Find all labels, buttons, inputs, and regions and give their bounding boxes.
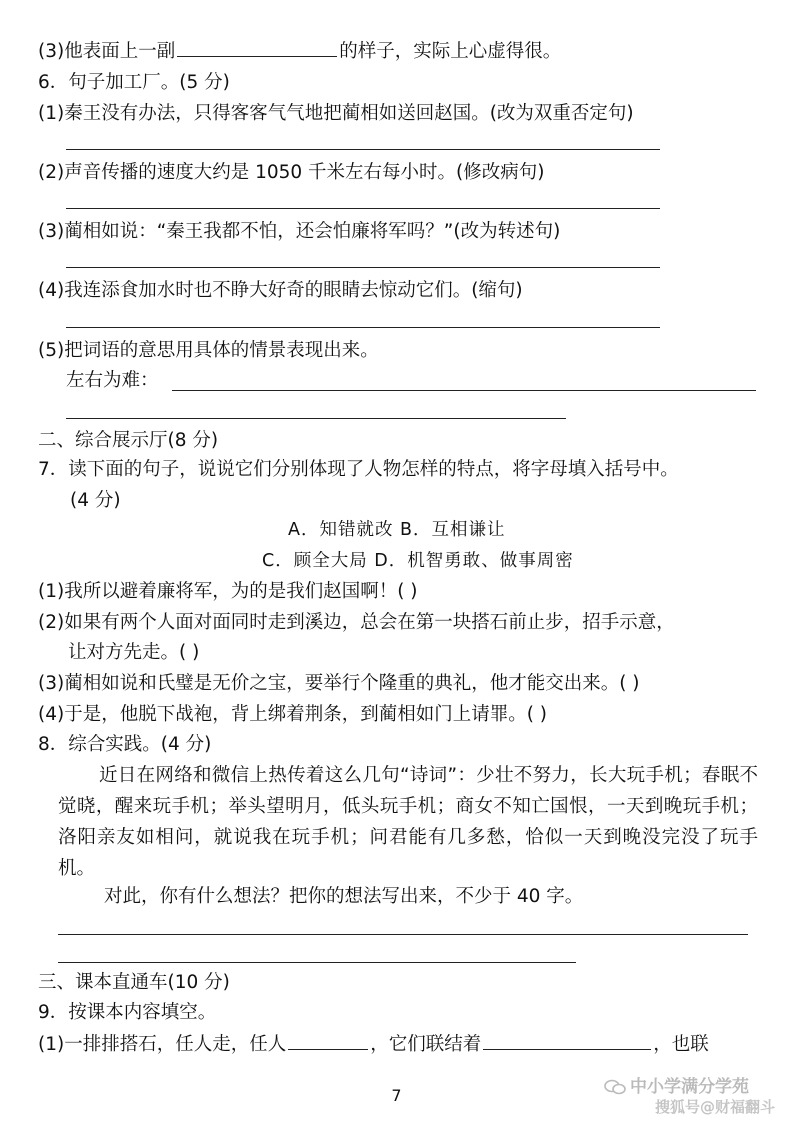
q9-item-1-text-c: ，也联: [653, 1034, 709, 1055]
q9-item-1-text-a: (1)一排排搭石，任人走，任人: [38, 1034, 287, 1055]
q8-answer-line-2[interactable]: [58, 962, 576, 963]
watermark-source: 搜狐号@财福翻斗: [655, 1098, 776, 1116]
q6-title: 6．句子加工厂。(5 分): [38, 72, 230, 93]
q6-item-5-answer-line-1[interactable]: [172, 390, 756, 391]
q7-item-4: (4)于是，他脱下战袍，背上绑着荆条，到蔺相如门上请罪。( ): [38, 704, 548, 725]
q5-item-3-text-after: 的样子，实际上心虚得很。: [339, 41, 562, 62]
q7-item-3: (3)蔺相如说和氏璧是无价之宝，要举行个隆重的典礼，他才能交出来。( ): [38, 673, 640, 694]
q6-item-1-answer-line[interactable]: [66, 149, 660, 150]
q7-options-row-2: C．顾全大局 D．机智勇敢、做事周密: [262, 551, 574, 571]
q9-item-1-text-b: ，它们联结着: [370, 1034, 482, 1055]
q9-title: 9．按课本内容填空。: [38, 1002, 217, 1023]
q8-paragraph: 近日在网络和微信上热传着这么几句“诗词”：少壮不努力，长大玩手机；春眠不觉晓，醒来玩手机；举头望明月，低头玩手机；商女不知亡国恨，一天到晚玩手机；洛阳亲友如相问，就说我在玩手机；问君能有几多愁，恰似一天到晚没完没了玩手机。: [58, 765, 758, 879]
q7-score: (4 分): [70, 490, 121, 511]
q6-item-4-answer-line[interactable]: [66, 327, 660, 328]
q6-item-5-answer-line-2[interactable]: [66, 418, 566, 419]
page-number: 7: [391, 1086, 402, 1105]
q6-item-3-answer-line[interactable]: [66, 267, 660, 268]
q6-item-2: (2)声音传播的速度大约是 1050 千米左右每小时。(修改病句): [38, 162, 545, 183]
q9-item-1-blank-1[interactable]: [288, 1031, 368, 1050]
q7-item-2-continued: 让对方先走。( ): [68, 642, 200, 663]
q7-item-2: (2)如果有两个人面对面同时走到溪边，总会在第一块搭石前止步，招手示意，: [38, 612, 675, 633]
wechat-icon: [604, 1079, 626, 1095]
section-3-title: 三、课本直通车(10 分): [38, 972, 230, 993]
q5-item-3-blank[interactable]: [177, 38, 337, 57]
q5-item-3-text-before: (3)他表面上一副: [38, 41, 176, 62]
q7-title: 7．读下面的句子，说说它们分别体现了人物怎样的特点，将字母填入括号中。: [38, 459, 679, 480]
section-2-title: 二、综合展示厅(8 分): [38, 430, 219, 451]
watermark-title: [604, 1072, 749, 1097]
q6-item-5-word: 左右为难：: [66, 370, 159, 391]
q6-item-2-answer-line[interactable]: [66, 208, 660, 209]
q7-item-1: (1)我所以避着廉将军，为的是我们赵国啊！( ): [38, 581, 418, 602]
q6-item-5: (5)把词语的意思用具体的情景表现出来。: [38, 340, 379, 361]
q6-item-4: (4)我连添食加水时也不睁大好奇的眼睛去惊动它们。(缩句): [38, 280, 523, 301]
q9-item-1: [38, 1031, 763, 1058]
q5-item-3: [38, 38, 763, 65]
q6-item-1: (1)秦王没有办法，只得客客气气地把蔺相如送回赵国。(改为双重否定句): [38, 103, 634, 124]
q6-item-3: (3)蔺相如说：“秦王我都不怕，还会怕廉将军吗？”(改为转述句): [38, 221, 561, 242]
watermark-title-text: 中小学满分学苑: [630, 1077, 749, 1097]
q8-answer-line-1[interactable]: [58, 934, 748, 935]
q7-options-row-1: A．知错就改 B．互相谦让: [288, 520, 506, 540]
q8-prompt: 对此，你有什么想法？把你的想法写出来，不少于 40 字。: [104, 886, 584, 907]
q9-item-1-blank-2[interactable]: [483, 1031, 651, 1050]
q8-title: 8．综合实践。(4 分): [38, 734, 212, 755]
